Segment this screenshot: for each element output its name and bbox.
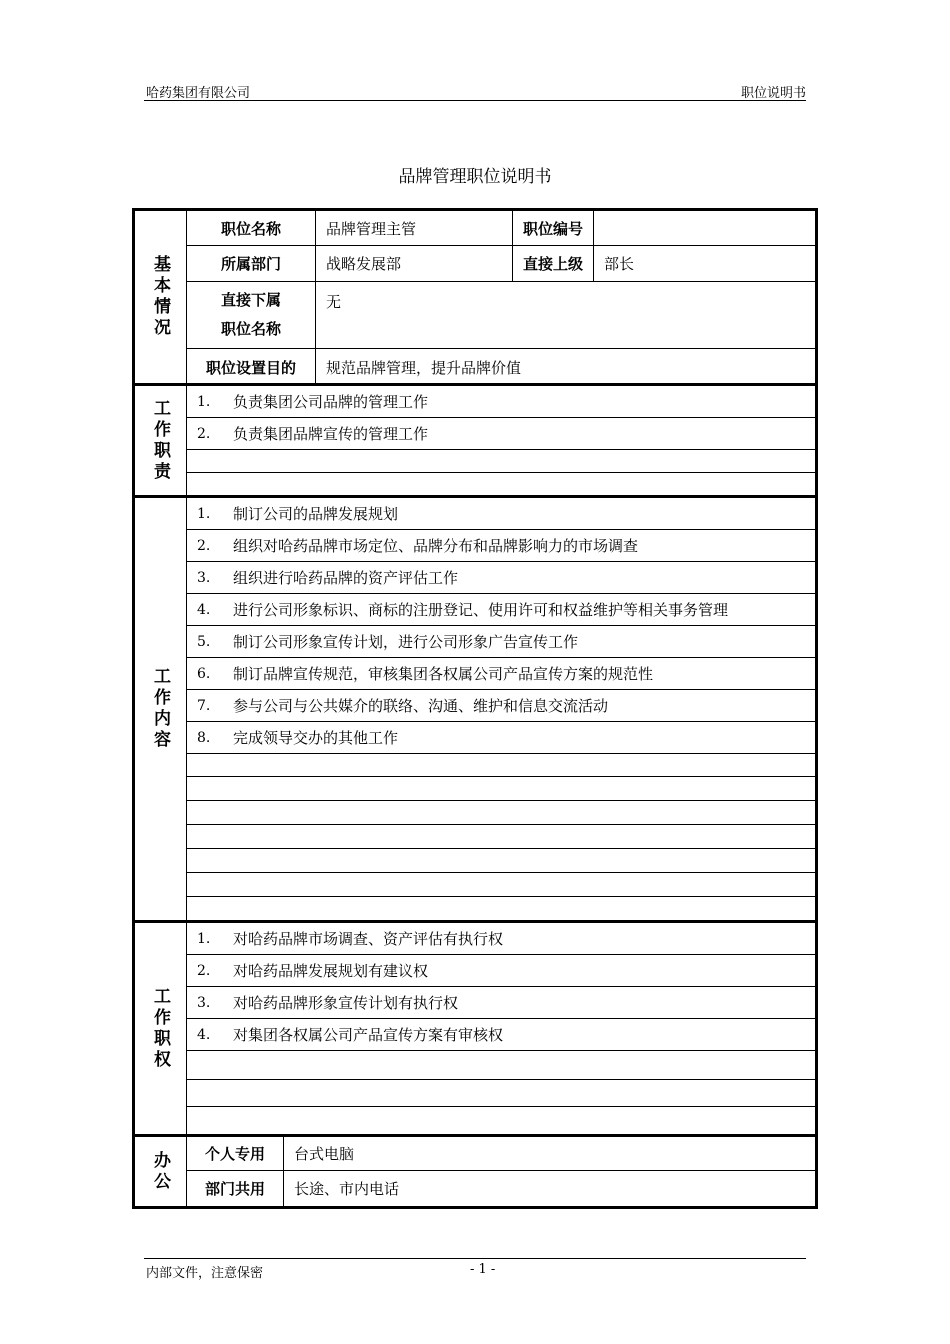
department-label: 所属部门 <box>187 246 316 281</box>
row-purpose <box>187 349 815 386</box>
position-code-label: 职位编号 <box>513 211 594 245</box>
position-code-value <box>594 211 815 245</box>
row-shared-equipment <box>187 1171 815 1206</box>
subordinate-value: 无 <box>326 293 342 311</box>
duties-section-label: 工作职责 <box>135 386 187 495</box>
list-item: 1. 制订公司的品牌发展规划 <box>187 498 815 530</box>
list-item-empty <box>187 450 815 473</box>
list-item-empty <box>187 801 815 825</box>
list-item-empty <box>187 897 815 920</box>
list-item: 7. 参与公司与公共媒介的联络、沟通、维护和信息交流活动 <box>187 690 815 722</box>
subordinate-label-line-2: 职位名称 <box>220 320 281 338</box>
footer-page-number: - 1 - <box>470 1262 496 1277</box>
list-item: 2. 对哈药品牌发展规划有建议权 <box>187 955 815 987</box>
list-item-empty <box>187 1080 815 1107</box>
section-authority <box>132 923 818 1137</box>
section-office <box>132 1137 818 1209</box>
list-item: 1. 负责集团公司品牌的管理工作 <box>187 386 815 418</box>
personal-equipment-label: 个人专用 <box>187 1137 284 1170</box>
list-item: 3. 组织进行哈药品牌的资产评估工作 <box>187 562 815 594</box>
content-section-label: 工作内容 <box>135 498 187 920</box>
department-value: 战略发展部 <box>316 246 513 281</box>
list-item: 2. 负责集团品牌宣传的管理工作 <box>187 418 815 450</box>
shared-equipment-label: 部门共用 <box>187 1171 284 1206</box>
list-item-empty <box>187 777 815 801</box>
subordinate-label <box>187 282 316 348</box>
list-item-empty <box>187 849 815 873</box>
basic-section-label: 基本情况 <box>135 211 187 383</box>
row-department <box>187 246 815 282</box>
list-item-empty <box>187 825 815 849</box>
row-personal-equipment <box>187 1137 815 1171</box>
list-item: 6. 制订品牌宣传规范，审核集团各权属公司产品宣传方案的规范性 <box>187 658 815 690</box>
purpose-label: 职位设置目的 <box>187 349 316 386</box>
authority-section-label: 工作职权 <box>135 923 187 1134</box>
section-basic-info <box>132 208 818 386</box>
list-item-empty <box>187 1107 815 1134</box>
position-name-label: 职位名称 <box>187 211 316 245</box>
list-item: 5. 制订公司形象宣传计划，进行公司形象广告宣传工作 <box>187 626 815 658</box>
list-item: 8. 完成领导交办的其他工作 <box>187 722 815 754</box>
header-doc-type: 职位说明书 <box>740 86 806 101</box>
shared-equipment-value: 长途、市内电话 <box>294 1180 400 1198</box>
position-name-value: 品牌管理主管 <box>316 211 513 245</box>
superior-label: 直接上级 <box>513 246 594 281</box>
superior-value: 部长 <box>604 255 635 273</box>
section-duties <box>132 386 818 498</box>
office-section-label: 办公 <box>135 1137 187 1206</box>
list-item-empty <box>187 1051 815 1080</box>
list-item-empty <box>187 473 815 495</box>
footer-rule <box>144 1258 806 1259</box>
subordinate-label-line-1: 直接下属 <box>220 291 281 309</box>
row-subordinate <box>187 282 815 349</box>
header-rule <box>144 100 806 101</box>
document-title: 品牌管理职位说明书 <box>398 167 552 187</box>
list-item: 4. 进行公司形象标识、商标的注册登记、使用许可和权益维护等相关事务管理 <box>187 594 815 626</box>
list-item: 2. 组织对哈药品牌市场定位、品牌分布和品牌影响力的市场调查 <box>187 530 815 562</box>
header-company: 哈药集团有限公司 <box>146 86 251 101</box>
list-item: 1. 对哈药品牌市场调查、资产评估有执行权 <box>187 923 815 955</box>
personal-equipment-value: 台式电脑 <box>294 1145 355 1163</box>
list-item: 3. 对哈药品牌形象宣传计划有执行权 <box>187 987 815 1019</box>
list-item: 4. 对集团各权属公司产品宣传方案有审核权 <box>187 1019 815 1051</box>
list-item-empty <box>187 754 815 777</box>
section-job-content <box>132 498 818 923</box>
purpose-value: 规范品牌管理，提升品牌价值 <box>326 359 522 377</box>
list-item-empty <box>187 873 815 897</box>
row-position-name <box>187 211 815 246</box>
footer-confidential-note: 内部文件，注意保密 <box>146 1266 264 1281</box>
